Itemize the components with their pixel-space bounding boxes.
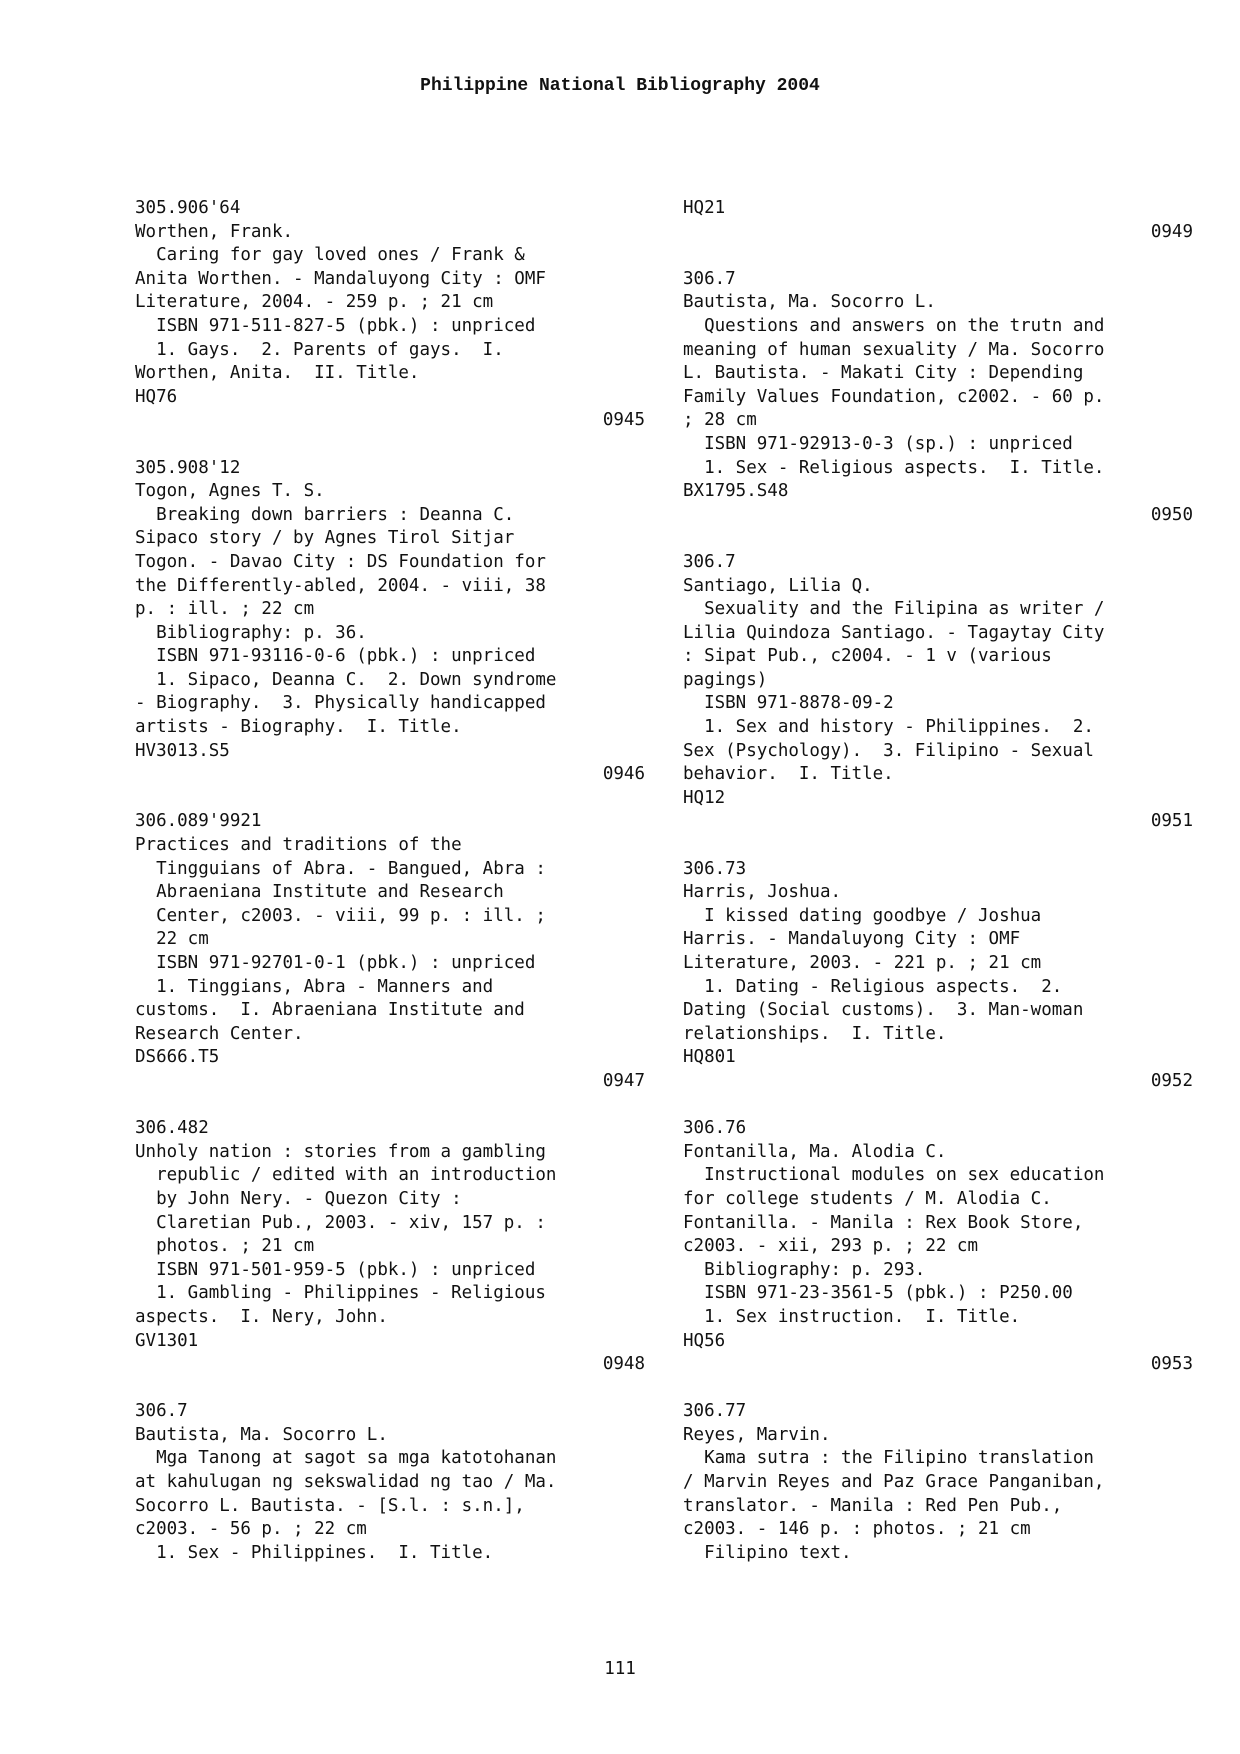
entry-line: Claretian Pub., 2003. - xiv, 157 p. : xyxy=(135,1212,546,1233)
entry-line: 306.7 xyxy=(135,1401,188,1422)
bibliography-entry xyxy=(135,457,645,787)
entry-line: HV3013.S5 xyxy=(135,740,230,761)
entry-line: 22 cm xyxy=(135,929,209,950)
entry-line: : Sipat Pub., c2004. - 1 v (various xyxy=(683,646,1052,667)
entry-line: / Marvin Reyes and Paz Grace Panganiban, xyxy=(683,1472,1105,1493)
entry-line: behavior. I. Title. xyxy=(683,764,894,785)
entry-line: 1. Sex - Philippines. I. Title. xyxy=(135,1542,494,1563)
entry-line: Caring for gay loved ones / Frank & xyxy=(135,245,525,266)
entry-line: ISBN 971-23-3561-5 (pbk.) : P250.00 xyxy=(683,1283,1073,1304)
entry-line: republic / edited with an introduction xyxy=(135,1165,557,1186)
bibliography-entry xyxy=(683,197,1193,244)
entry-number: 0949 xyxy=(1150,221,1193,242)
entry-line: Literature, 2003. - 221 p. ; 21 cm xyxy=(683,953,1042,973)
bibliography-entry xyxy=(683,858,1193,1094)
entry-line: Unholy nation : stories from a gambling xyxy=(135,1141,546,1162)
entry-line: c2003. - 146 p. : photos. ; 21 cm xyxy=(683,1519,1031,1540)
entry-line: Filipino text. xyxy=(683,1542,852,1563)
entry-line: Sexuality and the Filipina as writer / xyxy=(683,599,1105,620)
entry-line: HQ12 xyxy=(683,787,726,808)
entry-line: 306.7 xyxy=(683,268,736,289)
entry-line: by John Nery. - Quezon City : xyxy=(135,1188,462,1209)
entry-line: HQ801 xyxy=(683,1047,736,1068)
entry-line: Abraeniana Institute and Research xyxy=(135,882,504,903)
entry-line: the Differently-abled, 2004. - viii, 38 xyxy=(135,575,546,596)
entry-line: at kahulugan ng sekswalidad ng tao / Ma. xyxy=(135,1472,557,1493)
entry-line: 1. Sex and history - Philippines. 2. xyxy=(683,717,1094,738)
entry-number: 0952 xyxy=(1150,1070,1193,1091)
entry-line: 306.482 xyxy=(135,1118,209,1139)
entry-line: 1. Tinggians, Abra - Manners and xyxy=(135,976,494,997)
bibliography-entry xyxy=(683,1117,1193,1377)
entry-line: ISBN 971-501-959-5 (pbk.) : unpriced xyxy=(135,1259,536,1280)
entry-line: 306.76 xyxy=(683,1118,747,1139)
entry-number: 0945 xyxy=(602,410,645,431)
entry-line: photos. ; 21 cm xyxy=(135,1236,315,1257)
entry-line: ISBN 971-511-827-5 (pbk.) : unpriced xyxy=(135,315,536,336)
entry-line: artists - Biography. I. Title. xyxy=(135,717,462,738)
entry-line: c2003. - 56 p. ; 22 cm xyxy=(135,1519,367,1540)
entry-line: Togon. - Davao City : DS Foundation for xyxy=(135,551,546,572)
entry-line: Reyes, Marvin. xyxy=(683,1424,831,1445)
entry-number: 0948 xyxy=(602,1354,645,1375)
entry-line: 1. Gays. 2. Parents of gays. I. xyxy=(135,339,504,360)
entry-line: Practices and traditions of the xyxy=(135,835,462,856)
entry-line: 305.906'64 xyxy=(135,198,241,218)
entry-line: Santiago, Lilia Q. xyxy=(683,575,873,596)
entry-number: 0951 xyxy=(1150,811,1193,832)
bibliography-entry xyxy=(135,1400,645,1565)
entry-line: for college students / M. Alodia C. xyxy=(683,1188,1052,1209)
entry-line: BX1795.S48 xyxy=(683,481,789,502)
entry-line: Breaking down barriers : Deanna C. xyxy=(135,504,515,525)
bibliography-entry xyxy=(683,268,1193,528)
entry-line: translator. - Manila : Red Pen Pub., xyxy=(683,1495,1063,1516)
entry-line: 305.908'12 xyxy=(135,457,241,478)
entry-line: I kissed dating goodbye / Joshua xyxy=(683,905,1042,926)
entry-line: ISBN 971-93116-0-6 (pbk.) : unpriced xyxy=(135,646,536,667)
entry-line: Kama sutra : the Filipino translation xyxy=(683,1448,1094,1469)
page-number: 111 xyxy=(604,1659,636,1679)
entry-line: Center, c2003. - viii, 99 p. : ill. ; xyxy=(135,905,546,926)
entry-line: Lilia Quindoza Santiago. - Tagaytay City xyxy=(683,622,1105,643)
entry-line: ; 28 cm xyxy=(683,410,757,431)
bibliography-entry xyxy=(683,551,1193,834)
entry-number: 0953 xyxy=(1150,1354,1193,1375)
entry-line: HQ56 xyxy=(683,1330,726,1351)
entry-line: Sex (Psychology). 3. Filipino - Sexual xyxy=(683,740,1094,761)
right-column xyxy=(683,197,1193,1589)
entry-line: ISBN 971-8878-09-2 xyxy=(683,693,894,714)
entry-line: Socorro L. Bautista. - [S.l. : s.n.], xyxy=(135,1495,525,1516)
entry-line: DS666.T5 xyxy=(135,1047,220,1068)
entry-line: Fontanilla. - Manila : Rex Book Store, xyxy=(683,1212,1084,1233)
entry-line: customs. I. Abraeniana Institute and xyxy=(135,1000,525,1021)
entry-line: - Biography. 3. Physically handicapped xyxy=(135,693,546,714)
bibliography-entry xyxy=(135,810,645,1093)
entry-line: 306.7 xyxy=(683,551,736,572)
entry-line: L. Bautista. - Makati City : Depending xyxy=(683,363,1084,384)
entry-line: Harris, Joshua. xyxy=(683,882,842,903)
entry-line: Literature, 2004. - 259 p. ; 21 cm xyxy=(135,292,494,313)
bibliography-entry xyxy=(135,1117,645,1377)
entry-line: HQ21 xyxy=(683,198,726,218)
entry-line: Fontanilla, Ma. Alodia C. xyxy=(683,1141,947,1162)
entry-line: Bautista, Ma. Socorro L. xyxy=(135,1424,388,1445)
entry-number: 0946 xyxy=(602,764,645,785)
entry-line: Worthen, Anita. II. Title. xyxy=(135,363,420,384)
entry-line: 1. Sex - Religious aspects. I. Title. xyxy=(683,457,1105,478)
entry-line: Instructional modules on sex education xyxy=(683,1165,1105,1186)
entry-line: Harris. - Mandaluyong City : OMF xyxy=(683,929,1021,950)
entry-line: Dating (Social customs). 3. Man-woman xyxy=(683,1000,1084,1021)
entry-line: c2003. - xii, 293 p. ; 22 cm xyxy=(683,1236,979,1257)
entry-number: 0950 xyxy=(1150,504,1193,525)
entry-line: 1. Sipaco, Deanna C. 2. Down syndrome xyxy=(135,669,557,690)
entry-line: Tingguians of Abra. - Bangued, Abra : xyxy=(135,858,546,879)
left-column xyxy=(135,197,645,1589)
entry-line: Bibliography: p. 36. xyxy=(135,622,367,643)
entry-line: 1. Gambling - Philippines - Religious xyxy=(135,1283,546,1304)
bibliography-entry xyxy=(135,197,645,433)
entry-line: relationships. I. Title. xyxy=(683,1023,947,1044)
entry-line: Sipaco story / by Agnes Tirol Sitjar xyxy=(135,528,515,549)
entry-line: Family Values Foundation, c2002. - 60 p. xyxy=(683,386,1105,407)
entry-line: 1. Dating - Religious aspects. 2. xyxy=(683,976,1063,997)
entry-line: ISBN 971-92701-0-1 (pbk.) : unpriced xyxy=(135,953,536,973)
entry-line: p. : ill. ; 22 cm xyxy=(135,599,315,620)
entry-line: aspects. I. Nery, John. xyxy=(135,1306,388,1327)
entry-line: 1. Sex instruction. I. Title. xyxy=(683,1306,1021,1327)
entry-line: Bautista, Ma. Socorro L. xyxy=(683,292,936,313)
entry-line: Anita Worthen. - Mandaluyong City : OMF xyxy=(135,268,546,289)
entry-number: 0947 xyxy=(602,1070,645,1091)
entry-line: HQ76 xyxy=(135,386,178,407)
entry-line: Questions and answers on the trutn and xyxy=(683,315,1105,336)
page-title: Philippine National Bibliography 2004 xyxy=(420,76,820,96)
entry-line: meaning of human sexuality / Ma. Socorro xyxy=(683,339,1105,360)
entry-line: Mga Tanong at sagot sa mga katotohanan xyxy=(135,1448,557,1469)
entry-line: Togon, Agnes T. S. xyxy=(135,481,325,502)
bibliography-entry xyxy=(683,1400,1193,1565)
entry-line: GV1301 xyxy=(135,1330,199,1351)
entry-line: 306.089'9921 xyxy=(135,811,262,832)
entry-line: 306.73 xyxy=(683,858,747,879)
entry-line: 306.77 xyxy=(683,1401,747,1422)
entry-line: Research Center. xyxy=(135,1023,304,1044)
entry-line: ISBN 971-92913-0-3 (sp.) : unpriced xyxy=(683,433,1073,454)
entry-line: pagings) xyxy=(683,669,768,690)
entry-line: Worthen, Frank. xyxy=(135,221,294,242)
entry-line: Bibliography: p. 293. xyxy=(683,1259,926,1280)
